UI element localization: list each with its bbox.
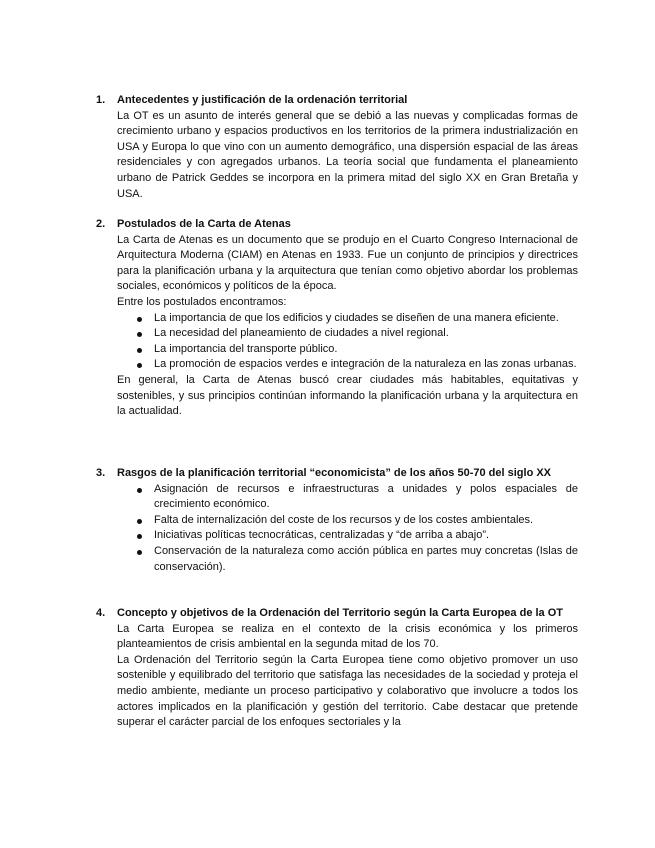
paragraph: Entre los postulados encontramos: (117, 295, 287, 308)
list-item: La necesidad del planeamiento de ciudades a nivel regional. (154, 326, 578, 342)
section-title: Antecedentes y justificación de la ordenación territorial (117, 94, 408, 106)
list-item: Falta de internalización del coste de los recursos y de los costes ambientales. (154, 513, 578, 529)
list-item: Asignación de recursos e infraestructuras a unidades y polos espaciales de crecimiento económico. (154, 482, 578, 513)
paragraph: En general, la Carta de Atenas buscó crear ciudades más habitables, equitativas y sostenibles, y sus principios continúan informando la planificación urbana y la arquitectura en la actualidad. (117, 373, 578, 418)
paragraph: La Ordenación del Territorio según la Carta Europea tiene como objetivo promover un uso sostenible y equilibrado del territorio que satisfaga las necesidades de la sociedad y proteja el medio ambiente, mediante un proceso participativo y colaborativo que involucre a todos los actores implicados en la planificación y gestión del territorio. Cabe destacar que pretende superar el carácter parcial de los enfoques sectoriales y la (117, 653, 578, 729)
section-body (96, 233, 578, 311)
section-heading (96, 217, 578, 233)
section-number: 3. (96, 467, 106, 479)
section-number: 1. (96, 94, 106, 106)
section-number: 2. (96, 218, 106, 230)
section-planificacion-economicista (96, 466, 578, 575)
section-title: Postulados de la Carta de Atenas (117, 218, 291, 230)
section-title: Rasgos de la planificación territorial “economicista” de los años 50-70 del siglo XX (117, 467, 552, 479)
list-item: La importancia del transporte público. (154, 342, 578, 358)
section-carta-atenas (96, 217, 578, 420)
paragraph: La OT es un asunto de interés general que se debió a las nuevas y complicadas formas de crecimiento urbano y espacios productivos en los territorios de la primera industrialización en USA y Europa lo que vino con un aumento demográfico, una dispersión espacial de las áreas residenciales y con agregados urbanos. La teoría social que fundamenta el planeamiento urbano de Patrick Geddes se incorpora en la primera mitad del siglo XX en Gran Bretaña y USA. (117, 109, 578, 200)
section-title: Concepto y objetivos de la Ordenación del Territorio según la Carta Europea de la OT (117, 607, 563, 619)
list-item: La promoción de espacios verdes e integración de la naturaleza en las zonas urbanas. (154, 357, 578, 373)
section-antecedentes (96, 93, 578, 202)
list-item: La importancia de que los edificios y ciudades se diseñen de una manera eficiente. (154, 311, 578, 327)
bullet-list (96, 311, 578, 373)
bullet-list (96, 482, 578, 576)
section-carta-europea (96, 606, 578, 731)
paragraph: La Carta de Atenas es un documento que se produjo en el Cuarto Congreso Internacional de Arquitectura Moderna (CIAM) en Atenas en 1933. Fue un conjunto de principios y directrices para la planificación urbana y la arquitectura que tenían como objetivo abordar los problemas sociales, económicos y políticos de la época. (117, 233, 578, 293)
list-item: Iniciativas políticas tecnocráticas, centralizadas y “de arriba a abajo”. (154, 528, 578, 544)
section-heading (96, 606, 578, 622)
paragraph: La Carta Europea se realiza en el contexto de la crisis económica y los primeros planteamientos de crisis ambiental en la segunda mitad de los 70. (117, 622, 578, 651)
section-body-closing (96, 373, 578, 420)
list-item: Conservación de la naturaleza como acción pública en partes muy concretas (Islas de conservación). (154, 544, 578, 575)
section-number: 4. (96, 607, 106, 619)
section-heading (96, 93, 578, 109)
section-body (96, 622, 578, 731)
section-body (96, 109, 578, 203)
section-heading (96, 466, 578, 482)
